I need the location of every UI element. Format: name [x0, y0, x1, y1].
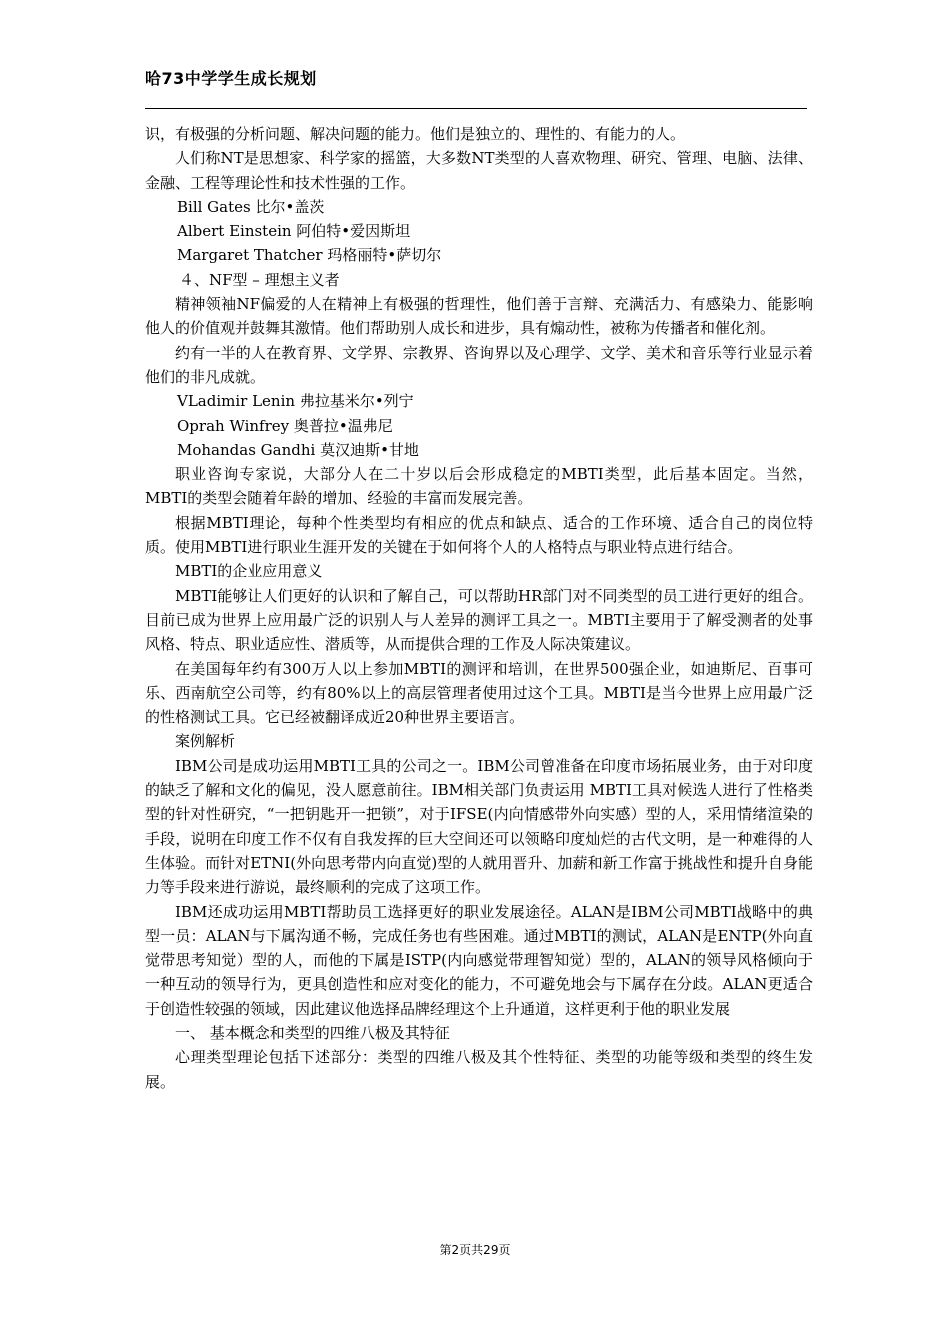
document-body	[145, 122, 813, 1094]
paragraph: 约有一半的人在教育界、文学界、宗教界、咨询界以及心理学、文学、美术和音乐等行业显示着他们的非凡成就。	[145, 343, 813, 386]
paragraph: 精神领袖NF偏爱的人在精神上有极强的哲理性，他们善于言辩、充满活力、有感染力、能影响他人的价值观并鼓舞其激情。他们帮助别人成长和进步，具有煽动性，被称为传播者和催化剂。	[145, 295, 813, 338]
paragraph: IBM公司是成功运用MBTI工具的公司之一。IBM公司曾准备在印度市场拓展业务，由于对印度的缺乏了解和文化的偏见，没人愿意前往。IBM相关部门负责运用 MBTI工具对候选人进行了性格类型的针对性研究，“一把钥匙开一把锁”，对于IFSE(内向情感带外向实感）型的人，采用情绪渲染的手段，说明在印度工作不仅有自我发挥的巨大空间还可以领略印度灿烂的古代文明，是一种难得的人生体验。而针对ETNI(外向思考带内向直觉)型的人就用晋升、加薪和新工作富于挑战性和提升自身能力等手段来进行游说，最终顺利的完成了这项工作。	[145, 756, 813, 897]
example-name: VLadimir Lenin 弗拉基米尔•列宁	[177, 392, 414, 411]
paragraph: 职业咨询专家说，大部分人在二十岁以后会形成稳定的MBTI类型，此后基本固定。当然，MBTI的类型会随着年龄的增加、经验的丰富而发展完善。	[145, 465, 813, 508]
example-name: Mohandas Gandhi 莫汉迪斯•甘地	[177, 440, 419, 459]
section-heading: 案例解析	[175, 732, 236, 751]
example-name: Margaret Thatcher 玛格丽特•萨切尔	[177, 246, 442, 265]
section-heading: MBTI的企业应用意义	[175, 562, 323, 581]
paragraph: IBM还成功运用MBTI帮助员工选择更好的职业发展途径。ALAN是IBM公司MBTI战略中的典型一员：ALAN与下属沟通不畅，完成任务也有些困难。通过MBTI的测试，ALAN是ENTP(外向直觉带思考知觉）型的人，而他的下属是ISTP(内向感觉带理智知觉）型的，ALAN的领导风格倾向于一种互动的领导行为，更具创造性和应对变化的能力，不可避免地会与下属存在分歧。ALAN更适合于创造性较强的领域，因此建议他选择品牌经理这个上升通道，这样更利于他的职业发展	[145, 902, 813, 1018]
example-name: Oprah Winfrey 奥普拉•温弗尼	[177, 416, 393, 435]
document-title: 哈73中学学生成长规划	[145, 69, 317, 88]
paragraph: 心理类型理论包括下述部分：类型的四维八极及其个性特征、类型的功能等级和类型的终生发展。	[145, 1048, 813, 1091]
paragraph: 在美国每年约有300万人以上参加MBTI的测评和培训，在世界500强企业，如迪斯尼、百事可乐、西南航空公司等，约有80%以上的高层管理者使用过这个工具。MBTI是当今世界上应用最广泛的性格测试工具。它已经被翻译成近20种世界主要语言。	[145, 659, 813, 727]
example-name: Bill Gates 比尔•盖茨	[177, 197, 325, 216]
paragraph: 识，有极强的分析问题、解决问题的能力。他们是独立的、理性的、有能力的人。	[145, 125, 686, 143]
paragraph: 人们称NT是思想家、科学家的摇篮，大多数NT类型的人喜欢物理、研究、管理、电脑、法律、金融、工程等理论性和技术性强的工作。	[145, 149, 813, 192]
paragraph: 根据MBTI理论，每种个性类型均有相应的优点和缺点、适合的工作环境、适合自己的岗位特质。使用MBTI进行职业生涯开发的关键在于如何将个人的人格特点与职业特点进行结合。	[145, 513, 813, 557]
header-divider	[145, 108, 807, 109]
section-heading: ４、NF型 – 理想主义者	[179, 270, 340, 289]
section-heading: 一、 基本概念和类型的四维八极及其特征	[175, 1023, 450, 1042]
example-name: Albert Einstein 阿伯特•爱因斯坦	[177, 222, 411, 241]
page-number: 第2页共29页	[439, 1243, 511, 1257]
paragraph: MBTI能够让人们更好的认识和了解自己，可以帮助HR部门对不同类型的员工进行更好的组合。目前已成为世界上应用最广泛的识别人与人差异的测评工具之一。MBTI主要用于了解受测者的处事风格、特点、职业适应性、潜质等，从而提供合理的工作及人际决策建议。	[145, 586, 813, 654]
